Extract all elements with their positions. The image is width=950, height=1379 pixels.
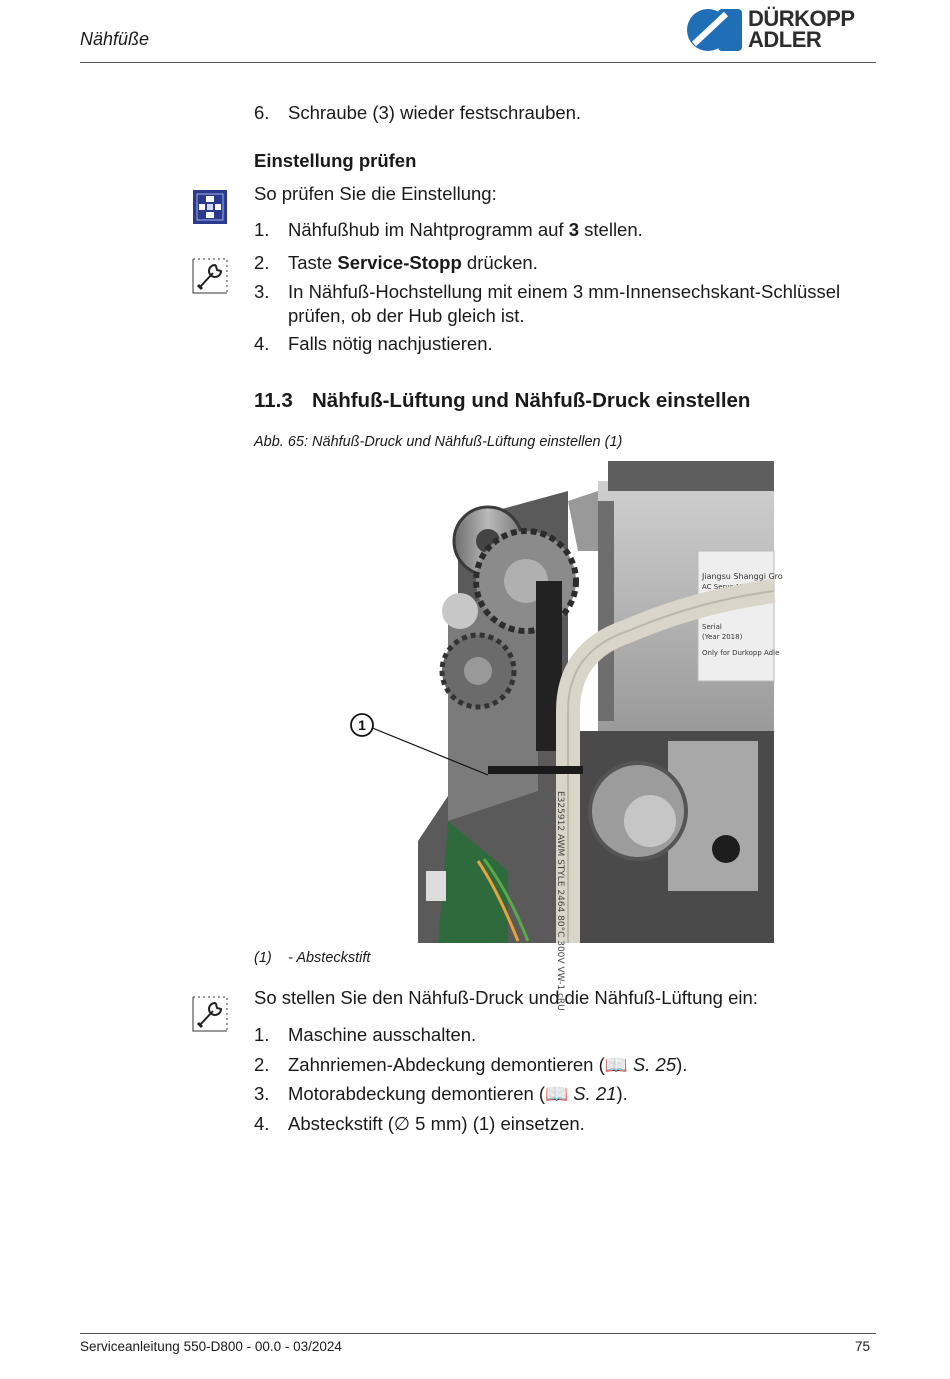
wrench-icon [192,996,228,1037]
running-header-title: Nähfüße [80,29,150,49]
motor-label-line3: Serial [702,623,722,631]
control-panel-icon [193,190,227,229]
wrench-icon [192,258,228,299]
logo-text-line2: ADLER [748,27,822,52]
section-title: Nähfuß-Lüftung und Nähfuß-Druck einstellen [312,389,751,412]
check-heading: Einstellung prüfen [254,150,417,171]
page-reference[interactable]: S. 25 [632,1054,677,1075]
motor-label-line2: AC Servo Motor [702,583,757,591]
motor-label-line1: Jiangsu Shanggi Gro [702,572,783,581]
step-number: 6. [254,102,270,123]
step-text: Schraube (3) wieder festschrauben. [288,102,582,123]
motor-label-line4: (Year 2018) [702,633,743,641]
figure-legend [254,950,370,966]
logo-mark-icon [686,8,744,52]
logo-text-line1: DÜRKOPP [748,6,855,31]
duerkopp-adler-logo [686,8,876,54]
legend-text: - Absteckstift [288,950,371,966]
section-number: 11.3 [254,389,293,412]
page-reference[interactable]: S. 21 [573,1083,617,1104]
book-icon: 📖 [604,1054,628,1075]
footer-page-number: 75 [854,1339,870,1354]
section-heading [254,389,750,413]
check-intro: So prüfen Sie die Einstellung: [254,183,497,204]
header-rule [80,62,876,63]
legend-number: (1) [254,950,272,966]
book-icon: 📖 [545,1083,569,1104]
footer-rule [80,1333,876,1334]
footer-document-id: Serviceanleitung 550-D800 - 00.0 - 03/2024 [80,1339,342,1354]
cable-print: E325912 AWM STYLE 2464 80°C 300V VW-1 cRU [555,791,565,1011]
diameter-symbol: ∅ [393,1113,411,1134]
figure-caption: Abb. 65: Nähfuß-Druck und Nähfuß-Lüftung einstellen (1) [254,434,623,450]
adjust-intro: So stellen Sie den Nähfuß-Druck und die Nähfuß-Lüftung ein: [254,987,758,1008]
callout-number: 1 [358,717,366,733]
motor-label-line5: Only for Durkopp Adle [702,649,780,657]
callout-1 [348,711,488,781]
